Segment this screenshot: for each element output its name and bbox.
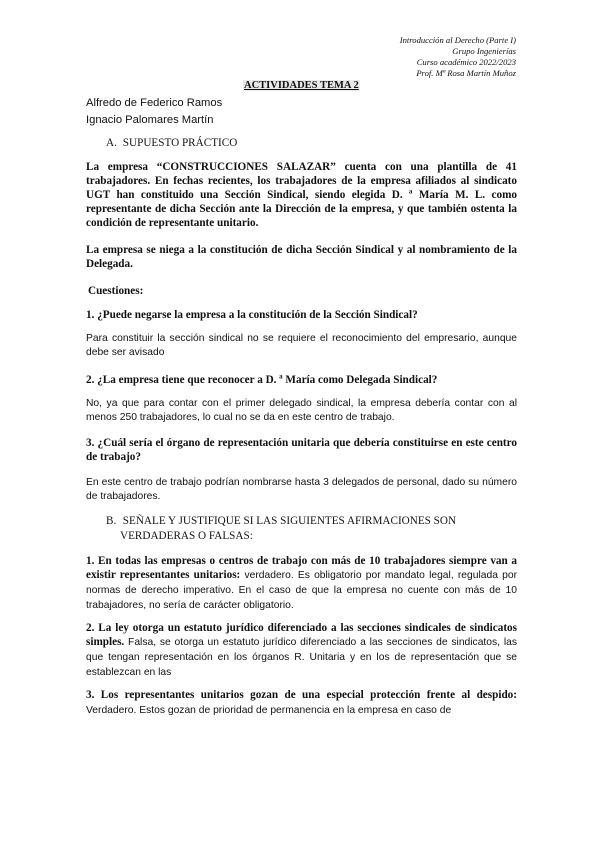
statement-3: [86, 688, 517, 718]
statement-2-answer: Falsa, se otorga un estatuto jurídico diferenciado a las secciones de sindicatos, las que tengan representación en los órganos R. Unitaria y en los de representación que se establezcan en las: [86, 637, 517, 678]
statement-1-answer: verdadero. Es obligatorio por mandato legal, regulada por normas de derecho imperativo. En el caso de que la empresa no cuente con más de 10 trabajadores, no sería de carácter obligatorio.: [86, 570, 518, 611]
activity-title: ACTIVIDADES TEMA 2: [244, 80, 359, 91]
statement-1-text: 1. En todas las empresas o centros de trabajo con más de 10 trabajadores siempre van a existir representantes unitarios:: [86, 555, 517, 581]
statement-2-text: 2. La ley otorga un estatuto jurídico diferenciado a las secciones sindicales de sindicatos simples.: [86, 622, 517, 648]
answer-3: En este centro de trabajo podrían nombrarse hasta 3 delegados de personal, dado su número de trabajadores.: [86, 477, 517, 502]
course-header: [400, 35, 516, 79]
header-course: Introducción al Derecho (Parte I): [399, 35, 516, 45]
section-a-heading: SUPUESTO PRÁCTICO: [122, 137, 238, 149]
answer-2: No, ya que para contar con el primer delegado sindical, la empresa debería contar con al menos 250 trabajadores, lo cual no se da en este centro de trabajo.: [86, 398, 517, 423]
header-professor: Prof. Mª Rosa Martín Muñoz: [416, 68, 516, 78]
section-b-letter: B.: [106, 515, 117, 527]
statement-1: [86, 554, 517, 613]
authors: [86, 95, 222, 129]
question-2: 2. ¿La empresa tiene que reconocer a D. ª María como Delegada Sindical?: [86, 374, 438, 386]
section-a-title: [106, 137, 237, 149]
header-year: Curso académico 2022/2023: [416, 57, 516, 67]
answer-1: Para constituir la sección sindical no se requiere el reconocimiento del empresario, aunque debe ser avisado: [86, 333, 517, 358]
statement-3-text: 3. Los representantes unitarios gozan de una especial protección frente al despido:: [86, 689, 517, 701]
statement-2: [86, 621, 517, 680]
section-a-letter: A.: [106, 137, 117, 149]
case-text: La empresa “CONSTRUCCIONES SALAZAR” cuenta con una plantilla de 41 trabajadores. En fechas recientes, los trabajadores de la empresa afiliados al sindicato UGT han constituido una Sección Sindical, siendo elegida D. ª María M. L. como representante de dicha Sección ante la Dirección de la empresa, y que también ostenta la condición de representante unitario.: [86, 161, 517, 229]
statement-3-answer: Verdadero. Estos gozan de prioridad de permanencia en la empresa en caso de: [86, 705, 452, 716]
section-b-heading-line1: SEÑALE Y JUSTIFIQUE SI LAS SIGUIENTES AFIRMACIONES SON: [122, 515, 457, 527]
section-b-title: [106, 515, 456, 527]
author-name: Ignacio Palomares Martín: [86, 114, 214, 126]
author-name: Alfredo de Federico Ramos: [86, 97, 223, 109]
refusal-text: La empresa se niega a la constitución de dicha Sección Sindical y al nombramiento de la Delegada.: [86, 244, 517, 270]
question-1: 1. ¿Puede negarse la empresa a la constitución de la Sección Sindical?: [86, 309, 418, 321]
header-group: Grupo Ingenierías: [452, 46, 516, 56]
question-3: 3. ¿Cuál sería el órgano de representación unitaria que debería constituirse en este centro de trabajo?: [86, 437, 517, 463]
questions-label: Cuestiones:: [88, 285, 144, 297]
section-b-title-line2: VERDADERAS O FALSAS:: [120, 530, 253, 542]
